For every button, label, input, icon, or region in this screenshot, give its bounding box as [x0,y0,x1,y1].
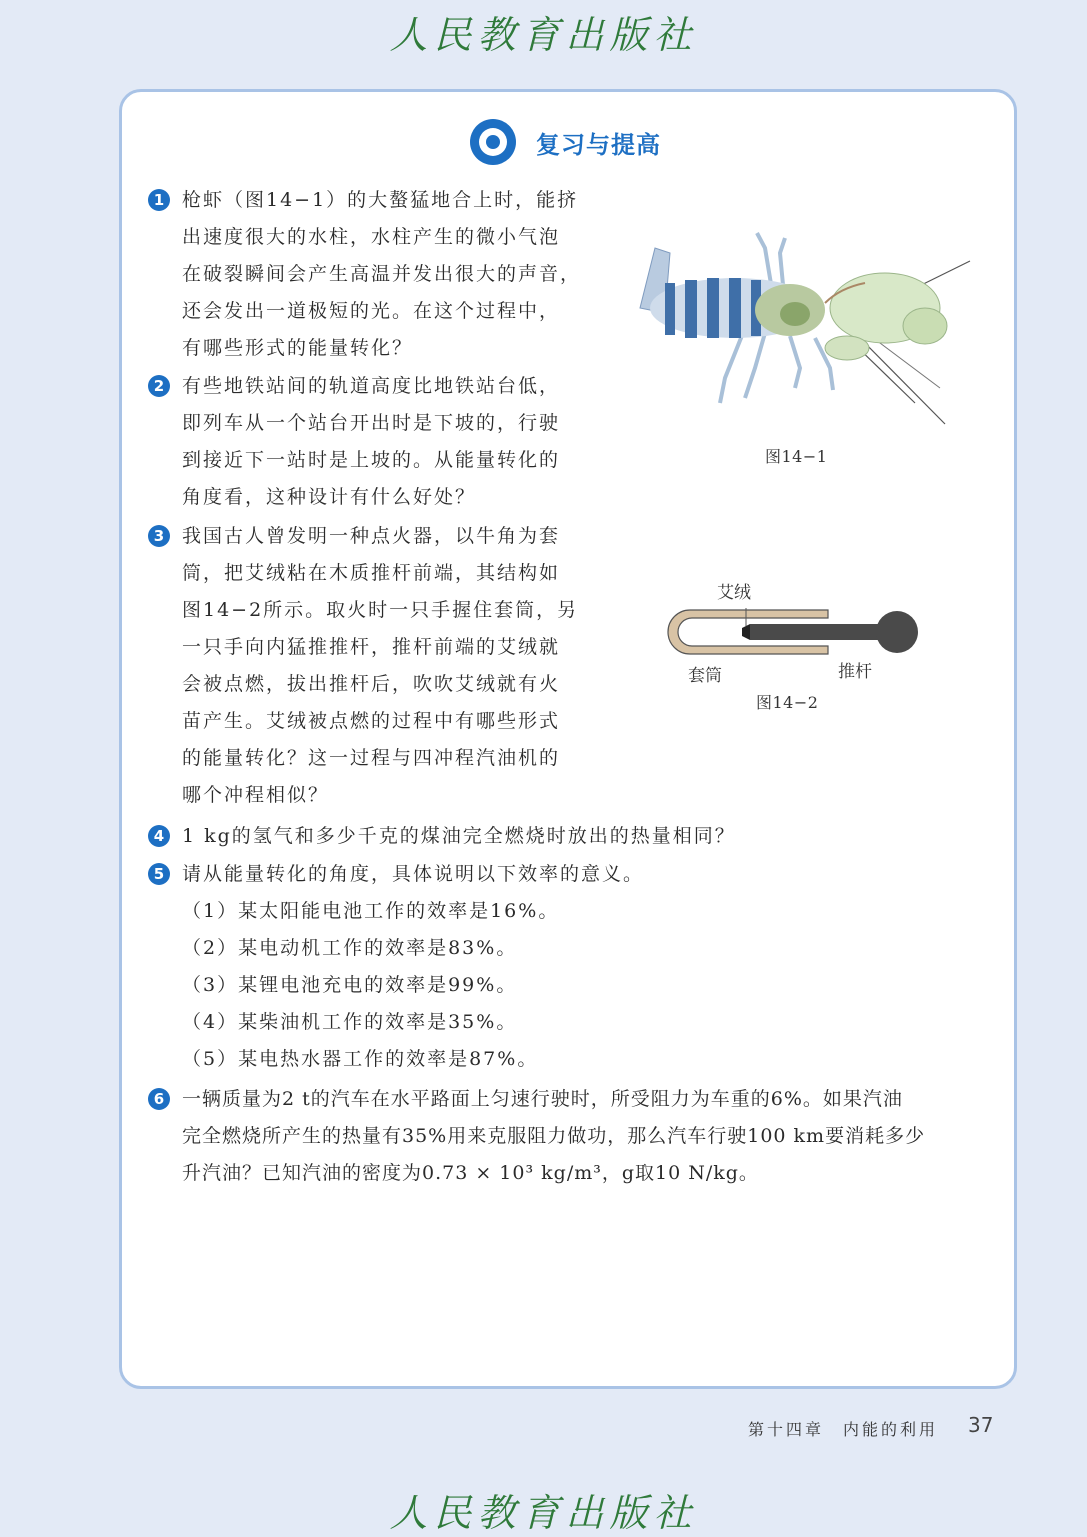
question-line: 会被点燃，拔出推杆后，吹吹艾绒就有火 [182,673,561,695]
question-line: 有些地铁站间的轨道高度比地铁站台低， [182,375,561,397]
question-line: 在破裂瞬间会产生高温并发出很大的声音， [182,263,582,285]
label-rod: 推杆 [838,662,872,682]
section-header [470,118,661,166]
question-line: 哪个冲程相似？ [182,784,330,806]
question-line: 有哪些形式的能量转化？ [182,337,414,359]
question-number: 2 [148,375,170,397]
question-number: 3 [148,525,170,547]
sub-item: （4）某柴油机工作的效率是35%。 [182,1011,518,1033]
question-line: 即列车从一个站台开出时是下坡的，行驶 [182,412,561,434]
question-line: 完全燃烧所产生的热量有35%用来克服阻力做功，那么汽车行驶100 km要消耗多少 [182,1125,926,1147]
question-2 [148,368,560,516]
question-5 [148,856,644,1078]
question-line: 筒，把艾绒粘在木质推杆前端，其结构如 [182,562,561,584]
sub-item: （5）某电热水器工作的效率是87%。 [182,1048,539,1070]
sub-item: （1）某太阳能电池工作的效率是16%。 [182,900,560,922]
sub-item: （2）某电动机工作的效率是83%。 [182,937,518,959]
publisher-watermark-top: 人民教育出版社 [389,13,698,57]
question-line: 图14−2所示。取火时一只手握住套筒，另 [182,599,579,621]
chapter-footer: 第十四章 内能的利用 [748,1420,939,1439]
page-number: 37 [968,1413,994,1437]
question-line: 一辆质量为2 t的汽车在水平路面上匀速行驶时，所受阻力为车重的6%。如果汽油 [182,1088,903,1110]
question-1 [148,182,581,367]
shrimp-figure [625,228,975,428]
question-line: 到接近下一站时是上坡的。从能量转化的 [182,449,561,471]
question-number: 6 [148,1088,170,1110]
question-3 [148,518,578,814]
question-line: 升汽油？已知汽油的密度为0.73 × 10³ kg/m³，g取10 N/kg。 [182,1162,759,1184]
section-title: 复习与提高 [536,130,661,159]
sub-item: （3）某锂电池充电的效率是99%。 [182,974,518,996]
question-line: 枪虾（图14−1）的大螯猛地合上时，能挤 [182,189,579,211]
question-4 [148,818,736,855]
question-line: 苗产生。艾绒被点燃的过程中有哪些形式 [182,710,561,732]
question-line: 请从能量转化的角度，具体说明以下效率的意义。 [182,863,645,885]
label-sleeve: 套筒 [688,666,722,686]
question-number: 4 [148,825,170,847]
question-line: 的能量转化？这一过程与四冲程汽油机的 [182,747,561,769]
question-line: 角度看，这种设计有什么好处？ [182,486,477,508]
fire-starter-diagram [660,600,930,660]
question-line: 一只手向内猛推推杆，推杆前端的艾绒就 [182,636,561,658]
question-number: 1 [148,189,170,211]
target-icon [470,119,516,165]
figure-2-caption: 图14−2 [756,693,819,712]
publisher-watermark-bottom: 人民教育出版社 [389,1491,698,1535]
figure-1-caption: 图14−1 [765,447,828,466]
question-line: 1 kg的氢气和多少千克的煤油完全燃烧时放出的热量相同？ [182,825,736,847]
question-number: 5 [148,863,170,885]
question-line: 我国古人曾发明一种点火器，以牛角为套 [182,525,561,547]
question-6 [148,1081,925,1192]
question-line: 出速度很大的水柱，水柱产生的微小气泡 [182,226,561,248]
question-line: 还会发出一道极短的光。在这个过程中， [182,300,561,322]
label-moxa: 艾绒 [717,583,751,603]
